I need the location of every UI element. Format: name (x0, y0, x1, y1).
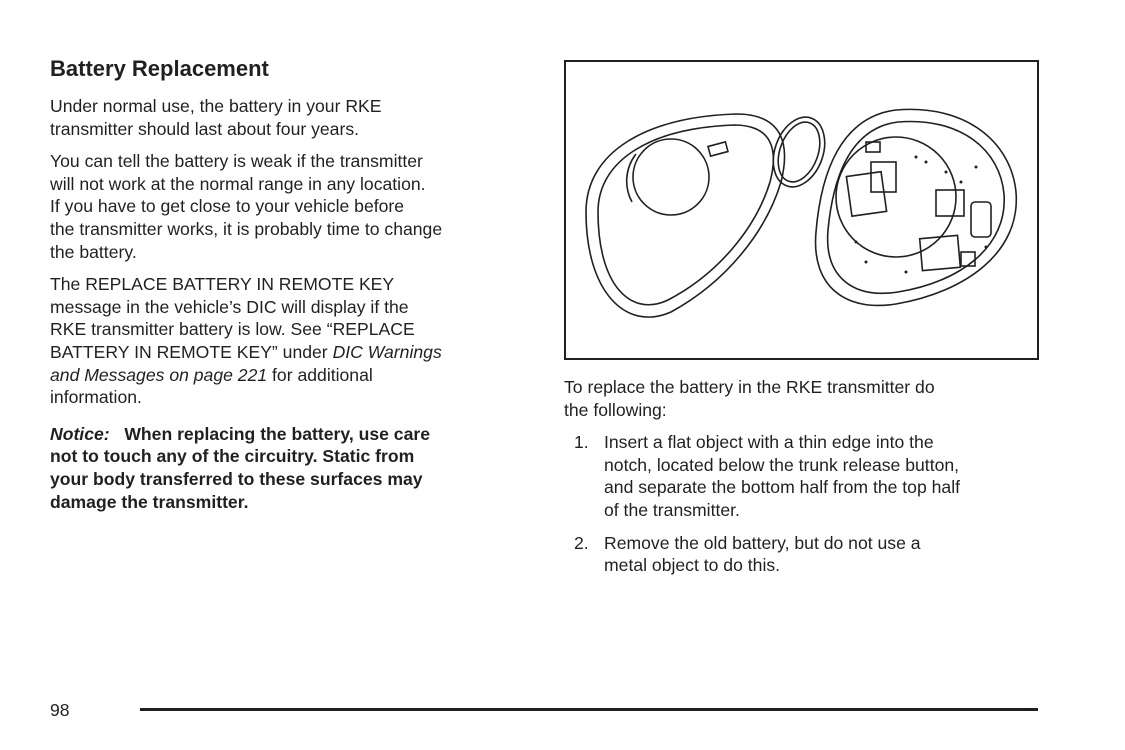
text-line: and separate the bottom half from the top half (604, 477, 961, 498)
transmitter-illustration (564, 60, 1039, 360)
text-line: damage the transmitter. (50, 491, 249, 512)
text-line: notch, located below the trunk release button, (604, 454, 960, 475)
text-line: You can tell the battery is weak if the transmitter (50, 151, 423, 172)
cross-reference: DIC Warnings (332, 341, 442, 362)
text-line: The REPLACE BATTERY IN REMOTE KEY (50, 274, 395, 295)
page-number: 98 (50, 700, 70, 720)
section-title: Battery Replacement (50, 56, 269, 81)
steps-list (564, 431, 1044, 577)
opened-transmitter-drawing (566, 62, 1037, 358)
left-column (50, 55, 540, 523)
step-item (564, 431, 1044, 521)
text-line: transmitter should last about four years. (50, 118, 360, 139)
text: When replacing the battery, use care (124, 423, 431, 444)
text-line: not to touch any of the circuitry. Static from (50, 446, 415, 467)
text-line: your body transferred to these surfaces may (50, 468, 423, 489)
step-item (564, 532, 1044, 577)
step-number: 2. (574, 532, 589, 553)
footer-rule (140, 708, 1038, 711)
step-number: 1. (574, 432, 589, 453)
right-column (564, 376, 1044, 587)
notice-label: Notice: (50, 423, 110, 444)
paragraph-dic-message (50, 273, 540, 409)
text-line: Under normal use, the battery in your RKE (50, 96, 382, 116)
text-line: If you have to get close to your vehicle before (50, 196, 405, 217)
paragraph-battery-life (50, 95, 540, 140)
cross-reference: and Messages on page 221 (50, 364, 268, 385)
text-line: information. (50, 387, 142, 408)
text-line: Remove the old battery, but do not use a (604, 532, 921, 553)
paragraph-weak-battery (50, 150, 540, 263)
text-line: Insert a flat object with a thin edge into the (604, 432, 934, 453)
text: BATTERY IN REMOTE KEY” under (50, 341, 333, 362)
text-line: will not work at the normal range in any location. (50, 173, 426, 194)
text-line (50, 364, 540, 387)
text-line: the following: (564, 399, 667, 420)
text: for additional (267, 364, 373, 385)
text-line: metal object to do this. (604, 555, 781, 576)
text-line: message in the vehicle’s DIC will display if the (50, 296, 409, 317)
text-line (50, 341, 540, 364)
text-line: of the transmitter. (604, 499, 740, 520)
text-line: RKE transmitter battery is low. See “REPLACE (50, 319, 415, 340)
text-line: the battery. (50, 241, 137, 262)
instructions-intro (564, 376, 1044, 421)
notice (50, 423, 540, 513)
text-line (50, 423, 540, 446)
text-line: To replace the battery in the RKE transmitter do (564, 377, 935, 397)
text-line: the transmitter works, it is probably time to change (50, 218, 443, 239)
